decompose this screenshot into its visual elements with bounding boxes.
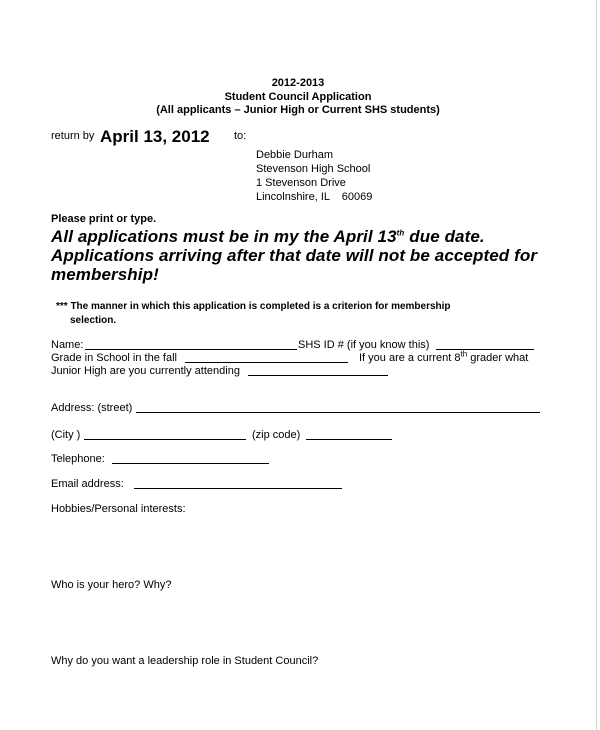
address-line-school: Stevenson High School bbox=[256, 163, 371, 175]
zip-label: (zip code) bbox=[252, 429, 301, 441]
late-notice: Applications arriving after that date will not be accepted for bbox=[51, 246, 538, 265]
eighth-grader-label: If you are a current 8th grader what bbox=[359, 349, 529, 364]
telephone-label: Telephone: bbox=[51, 453, 105, 465]
email-field[interactable] bbox=[134, 478, 342, 489]
late-notice-end: membership! bbox=[51, 265, 159, 284]
return-date: April 13, 2012 bbox=[100, 127, 210, 146]
to-label: to: bbox=[234, 130, 247, 142]
shs-id-field[interactable] bbox=[436, 339, 534, 350]
criterion-note: *** The manner in which this application is completed is a criterion for membership bbox=[56, 301, 451, 312]
address-line-city: Lincolnshire, IL 60069 bbox=[256, 191, 373, 203]
print-instruction: Please print or type. bbox=[51, 213, 157, 225]
hero-question: Who is your hero? Why? bbox=[51, 579, 172, 591]
name-field[interactable] bbox=[85, 339, 297, 350]
email-label: Email address: bbox=[51, 478, 124, 490]
city-field[interactable] bbox=[84, 429, 246, 440]
grade-label: Grade in School in the fall bbox=[51, 352, 177, 364]
telephone-field[interactable] bbox=[112, 453, 269, 464]
shs-id-label: SHS ID # (if you know this) bbox=[298, 339, 430, 351]
return-by-label: return by bbox=[51, 130, 95, 142]
address-line-street: 1 Stevenson Drive bbox=[256, 177, 346, 189]
address-line-name: Debbie Durham bbox=[256, 149, 334, 161]
deadline-notice: All applications must be in my the April 13th due date. bbox=[51, 227, 485, 246]
leadership-question: Why do you want a leadership role in Student Council? bbox=[51, 655, 319, 667]
name-label: Name: bbox=[51, 339, 84, 351]
school-year: 2012-2013 bbox=[271, 77, 325, 89]
street-field[interactable] bbox=[136, 402, 540, 413]
junior-high-field[interactable] bbox=[248, 365, 388, 376]
hobbies-label: Hobbies/Personal interests: bbox=[51, 503, 186, 515]
form-title: Student Council Application bbox=[224, 91, 372, 103]
grade-field[interactable] bbox=[185, 352, 348, 363]
street-label: Address: (street) bbox=[51, 402, 133, 414]
city-label: (City ) bbox=[51, 429, 81, 441]
junior-high-label: Junior High are you currently attending bbox=[51, 365, 240, 377]
criterion-note-end: selection. bbox=[70, 315, 117, 326]
zip-field[interactable] bbox=[306, 429, 392, 440]
form-subtitle: (All applicants – Junior High or Current SHS students) bbox=[156, 104, 440, 116]
